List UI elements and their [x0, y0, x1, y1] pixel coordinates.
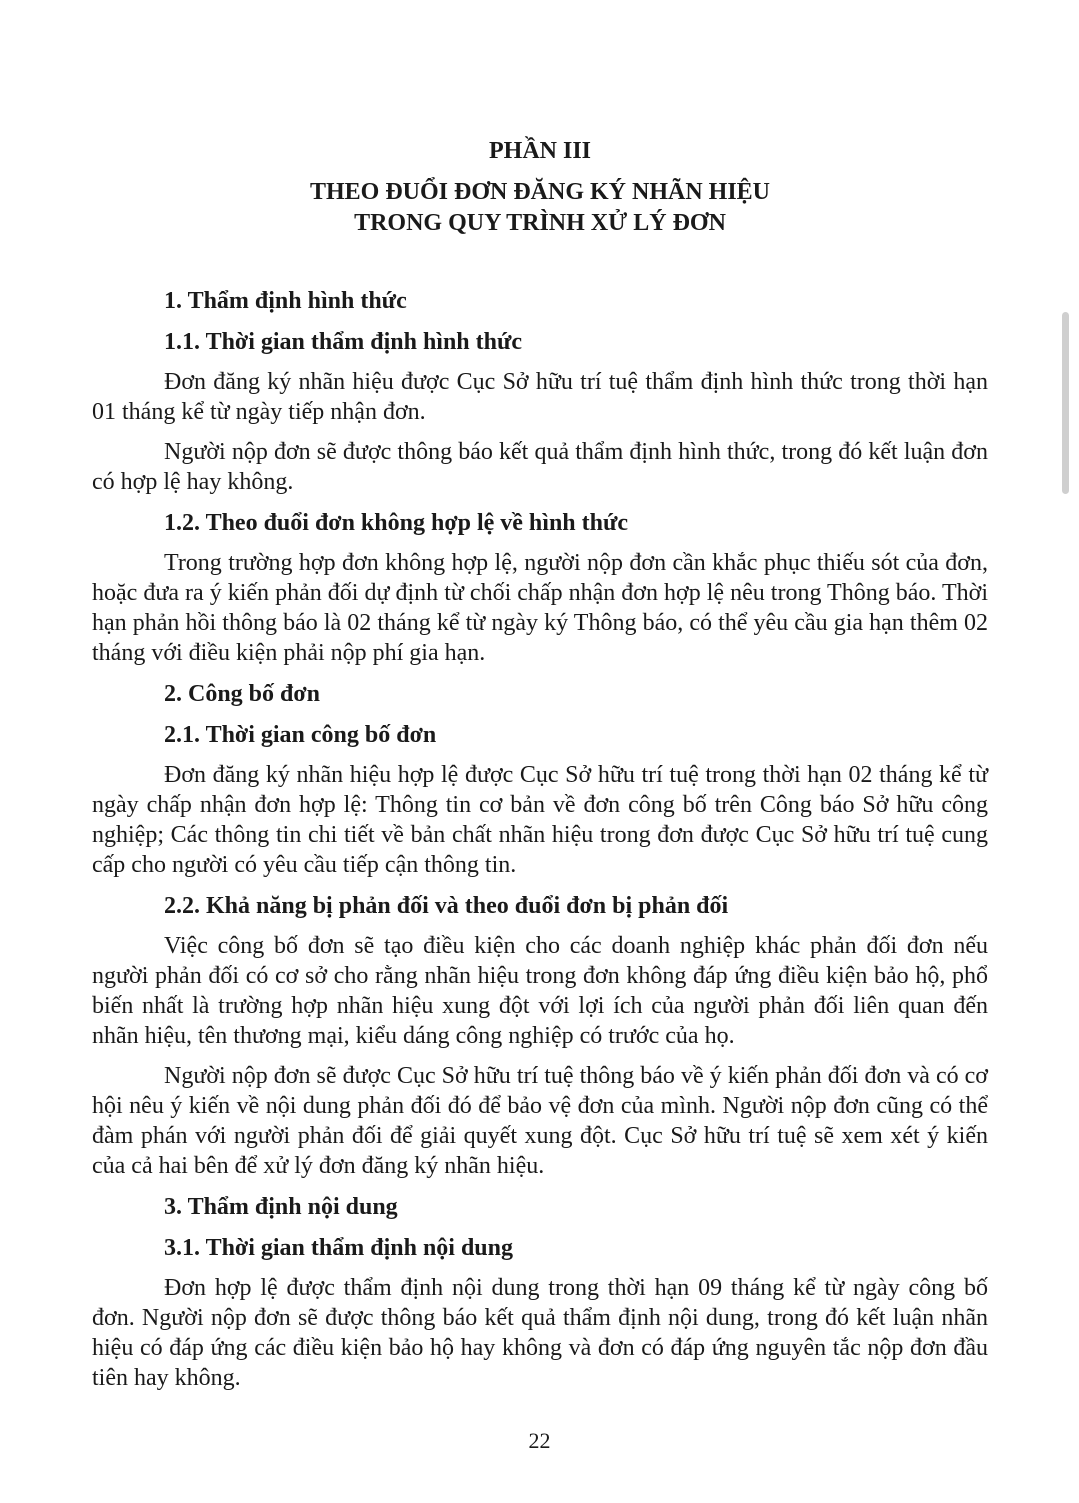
- document-page: [92, 130, 988, 1393]
- section-3-1-paragraph-1: Đơn hợp lệ được thẩm định nội dung trong thời hạn 09 tháng kể từ ngày công bố đơn. Người nộp đơn sẽ được thông báo kết quả thẩm định nội dung, trong đó kết luận nhãn hiệu có đáp ứng các điều kiện bảo hộ hay không và đơn có đáp ứng nguyên tắc nộp đơn đầu tiên hay không.: [92, 1275, 988, 1391]
- section-1-1-paragraph-1: Đơn đăng ký nhãn hiệu được Cục Sở hữu trí tuệ thẩm định hình thức trong thời hạn 01 tháng kể từ ngày tiếp nhận đơn.: [92, 369, 988, 425]
- section-1-heading: 1. Thẩm định hình thức: [164, 288, 407, 314]
- title-line-2: TRONG QUY TRÌNH XỬ LÝ ĐƠN: [354, 210, 726, 236]
- section-2-2-heading: 2.2. Khả năng bị phản đối và theo đuổi đơn bị phản đối: [164, 893, 729, 919]
- section-2-1-paragraph-1: Đơn đăng ký nhãn hiệu hợp lệ được Cục Sở hữu trí tuệ trong thời hạn 02 tháng kể từ ngày chấp nhận đơn hợp lệ: Thông tin cơ bản về đơn công bố trên Công báo Sở hữu công nghiệp; Các thông tin chi tiết về bản chất nhãn hiệu trong đơn được Cục Sở hữu trí tuệ cung cấp cho người có yêu cầu tiếp cận thông tin.: [92, 762, 988, 878]
- section-1-2-paragraph-1: Trong trường hợp đơn không hợp lệ, người nộp đơn cần khắc phục thiếu sót của đơn, hoặc đưa ra ý kiến phản đối dự định từ chối chấp nhận đơn hợp lệ nêu trong Thông báo. Thời hạn phản hồi thông báo là 02 tháng kể từ ngày ký Thông báo, có thể yêu cầu gia hạn thêm 02 tháng với điều kiện phải nộp phí gia hạn.: [92, 550, 988, 666]
- section-2-heading: 2. Công bố đơn: [164, 681, 321, 707]
- part-label: PHẦN III: [488, 138, 591, 164]
- title-line-1: THEO ĐUỔI ĐƠN ĐĂNG KÝ NHÃN HIỆU: [309, 179, 771, 205]
- section-2-2-paragraph-1: Việc công bố đơn sẽ tạo điều kiện cho các doanh nghiệp khác phản đối đơn nếu người phản đối có cơ sở cho rằng nhãn hiệu trong đơn không đáp ứng điều kiện bảo hộ, phổ biến nhất là trường hợp nhãn hiệu xung đột với lợi ích của người phản đối liên quan đến nhãn hiệu, tên thương mại, kiểu dáng công nghiệp có trước của họ.: [92, 933, 988, 1049]
- scrollbar-thumb[interactable]: [1062, 312, 1069, 494]
- page-number: 22: [528, 1428, 551, 1453]
- section-1-2-heading: 1.2. Theo đuổi đơn không hợp lệ về hình thức: [164, 510, 629, 536]
- section-1-1-paragraph-2: Người nộp đơn sẽ được thông báo kết quả thẩm định hình thức, trong đó kết luận đơn có hợp lệ hay không.: [92, 439, 988, 495]
- document-title: [92, 177, 988, 239]
- section-2-2-paragraph-2: Người nộp đơn sẽ được Cục Sở hữu trí tuệ thông báo về ý kiến phản đối đơn và có cơ hội nêu ý kiến về nội dung phản đối đó để bảo vệ đơn của mình. Người nộp đơn cũng có thể đàm phán với người phản đối để giải quyết xung đột. Cục Sở hữu trí tuệ sẽ xem xét ý kiến của cả hai bên để xử lý đơn đăng ký nhãn hiệu.: [92, 1063, 988, 1179]
- section-1-1-heading: 1.1. Thời gian thẩm định hình thức: [164, 329, 523, 355]
- section-2-1-heading: 2.1. Thời gian công bố đơn: [164, 722, 437, 748]
- section-3-heading: 3. Thẩm định nội dung: [164, 1194, 398, 1220]
- section-3-1-heading: 3.1. Thời gian thẩm định nội dung: [164, 1235, 513, 1261]
